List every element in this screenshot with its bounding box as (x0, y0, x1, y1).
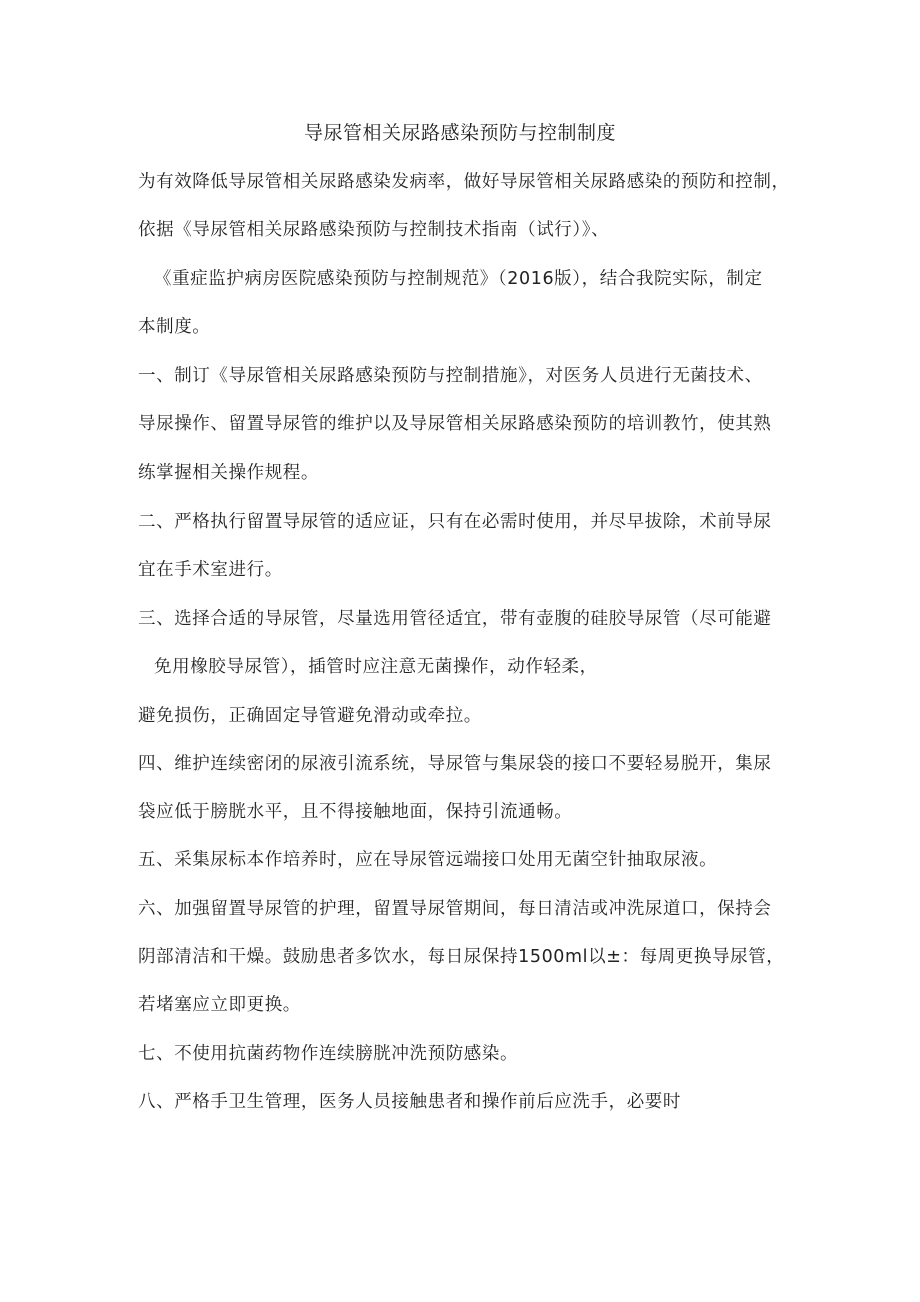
paragraph-line-16: 六、加强留置导尿管的护理，留置导尿管期间，每日清洁或冲洗尿道口，保持会 (138, 899, 772, 919)
paragraph-line-4: 本制度。 (138, 317, 211, 337)
document-title: 导尿管相关尿路感染预防与控制制度 (303, 122, 616, 144)
paragraph-line-2: 依据《导尿管相关尿路感染预防与控制技术指南（试行）》、 (138, 220, 610, 240)
paragraph-line-10: 三、选择合适的导尿管，尽量选用管径适宜，带有壶腹的硅胶导尿管（尽可能避 (138, 609, 772, 629)
paragraph-line-7: 练掌握相关操作规程。 (138, 463, 319, 483)
paragraph-line-17: 阴部清洁和干燥。鼓励患者多饮水，每日尿保持1500ml以±：每周更换导尿管， (138, 947, 785, 967)
paragraph-line-20: 八、严格手卫生管理，医务人员接触患者和操作前后应洗手，必要时 (138, 1092, 681, 1112)
paragraph-line-13: 四、维护连续密闭的尿液引流系统，导尿管与集尿袋的接口不要轻易脱开，集尿 (138, 754, 772, 774)
paragraph-line-3: 《重症监护病房医院感染预防与控制规范》（2016版），结合我院实际，制定 (154, 269, 763, 289)
paragraph-line-6: 导尿操作、留置导尿管的维护以及导尿管相关尿路感染预防的培训教竹，使其熟 (138, 414, 772, 434)
paragraph-line-18: 若堵塞应立即更换。 (138, 995, 301, 1015)
paragraph-line-14: 袋应低于膀胱水平，且不得接触地面，保持引流通畅。 (138, 802, 573, 822)
paragraph-line-5: 一、制订《导尿管相关尿路感染预防与控制措施》，对医务人员进行无菌技术、 (138, 366, 763, 386)
paragraph-line-15: 五、采集尿标本作培养时，应在导尿管远端接口处用无菌空针抽取尿液。 (138, 850, 718, 870)
paragraph-line-19: 七、不使用抗菌药物作连续膀胱冲洗预防感染。 (138, 1044, 519, 1064)
paragraph-line-8: 二、严格执行留置导尿管的适应证，只有在必需时使用，并尽早拔除，术前导尿 (138, 512, 772, 532)
paragraph-line-11: 免用橡胶导尿管），插管时应注意无菌操作，动作轻柔， (154, 657, 598, 677)
paragraph-line-1: 为有效降低导尿管相关尿路感染发病率，做好导尿管相关尿路感染的预防和控制， (138, 172, 790, 192)
paragraph-line-9: 宜在手术室进行。 (138, 560, 283, 580)
paragraph-line-12: 避免损伤，正确固定导管避免滑动或牵拉。 (138, 706, 482, 726)
